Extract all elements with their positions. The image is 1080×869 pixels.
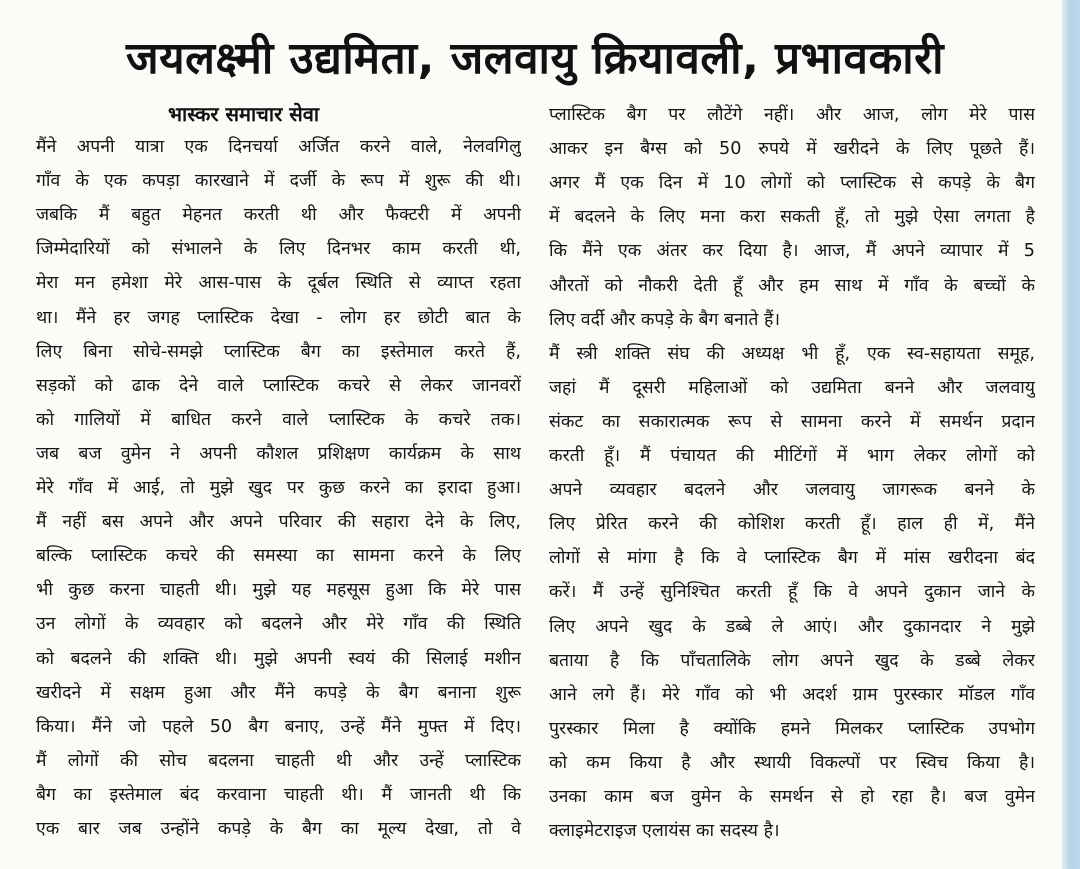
right-column-line: अगर मैं एक दिन में 10 लोगों को प्लास्टिक से कपड़े के बैग	[549, 173, 1035, 194]
right-column-line: मैं स्त्री शक्ति संघ की अध्यक्ष भी हूँ, एक स्व-सहायता समूह,	[549, 343, 1035, 364]
left-column-line: भी कुछ करना चाहती थी। मुझे यह महसूस हुआ कि मेरे पास	[36, 580, 521, 601]
left-column-line: गाँव के एक कपड़ा कारखाने में दर्जी के रूप में शुरू की थी।	[36, 171, 521, 192]
headline: जयलक्ष्मी उद्यमिता, जलवायु क्रियावली, प्रभावकारी	[125, 33, 945, 84]
right-column-line: पुरस्कार मिला है क्योंकि हमने मिलकर प्लास्टिक उपभोग	[549, 718, 1035, 739]
left-column-line: जबकि मैं बहुत मेहनत करती थी और फैक्टरी में अपनी	[36, 205, 521, 226]
left-column-line: बल्कि प्लास्टिक कचरे की समस्या का सामना करने के लिए	[36, 546, 521, 567]
right-column-line: प्लास्टिक बैग पर लौटेंगे नहीं। और आज, लोग मेरे पास	[549, 105, 1035, 125]
left-column-line: एक बार जब उन्होंने कपड़े के बैग का मूल्य देखा, तो वे	[36, 819, 521, 839]
right-column-line: क्लाइमेटराइज एलायंस का सदस्य है।	[549, 821, 780, 842]
left-column-line: था। मैंने हर जगह प्लास्टिक देखा - लोग हर छोटी बात के	[36, 307, 521, 328]
left-column-line: जिम्मेदारियों को संभालने के लिए दिनभर काम करती थी,	[36, 239, 521, 260]
left-column-line: उन लोगों के व्यवहार को बदलने और मेरे गाँव की स्थिति	[36, 614, 521, 635]
right-column-line: कि मैंने एक अंतर कर दिया है। आज, मैं अपने व्यापार में 5	[549, 241, 1035, 262]
left-column-line: जब बज वुमेन ने अपनी कौशल प्रशिक्षण कार्यक्रम के साथ	[36, 443, 521, 464]
right-column-line: जहां मैं दूसरी महिलाओं को उद्यमिता बनने और जलवायु	[549, 377, 1035, 398]
right-column-line: में बदलने के लिए मना करा सकती हूँ, तो मुझे ऐसा लगता है	[549, 207, 1035, 228]
left-column-line: सड़कों को ढाक देने वाले प्लास्टिक कचरे से लेकर जानवरों	[36, 375, 521, 396]
left-column-line: मैं लोगों की सोच बदलना चाहती थी और उन्हें प्लास्टिक	[36, 750, 521, 771]
right-column-line: बताया है कि पाँचतालिके लोग अपने खुद के डब्बे लेकर	[549, 650, 1035, 671]
right-column-line: करती हूँ। मैं पंचायत की मीटिंगों में भाग लेकर लोगों को	[549, 446, 1035, 466]
left-column-line: को गालियों में बाधित करने वाले प्लास्टिक के कचरे तक।	[36, 409, 521, 430]
right-column-line: औरतों को नौकरी देती हूँ और हम साथ में गाँव के बच्चों के	[549, 275, 1035, 296]
photo-edge-strip	[1062, 0, 1080, 869]
right-column-line: लोगों से मांगा है कि वे प्लास्टिक बैग में मांस खरीदना बंद	[549, 548, 1035, 569]
left-column-line: मेरा मन हमेशा मेरे आस-पास के दूर्बल स्थिति से व्याप्त रहता	[36, 273, 521, 294]
left-column-line: किया। मैंने जो पहले 50 बैग बनाए, उन्हें मैंने मुफ्त में दिए।	[36, 716, 521, 737]
left-column-line: खरीदने में सक्षम हुआ और मैंने कपड़े के बैग बनाना शुरू	[36, 682, 521, 703]
right-column-line: लिए वर्दी और कपड़े के बैग बनाते हैं।	[549, 309, 781, 330]
left-column-line: मैंने अपनी यात्रा एक दिनचर्या अर्जित करने वाले, नेलवगिलु	[36, 137, 521, 157]
left-column-line: को बदलने की शक्ति थी। मुझे अपनी स्वयं की सिलाई मशीन	[36, 648, 521, 669]
byline: भास्कर समाचार सेवा	[168, 102, 320, 126]
right-column-line: लिए प्रेरित करने की कोशिश करती हूँ। हाल ही में, मैंने	[549, 514, 1035, 535]
right-column-line: आने लगे हैं। मेरे गाँव को भी अदर्श ग्राम पुरस्कार मॉडल गाँव	[549, 684, 1035, 705]
right-column-line: आकर इन बैग्स को 50 रुपये में खरीदने के लिए पूछते हैं।	[549, 139, 1035, 160]
right-column-line: उनका काम बज वुमेन के समर्थन से हो रहा है। बज वुमेन	[549, 787, 1035, 807]
right-column-line: लिए अपने खुद के डब्बे ले आएं। और दुकानदार ने मुझे	[549, 616, 1035, 637]
right-column-line: करें। मैं उन्हें सुनिश्चित करती हूँ कि वे अपने दुकान जाने के	[549, 582, 1035, 603]
left-column-line: बैग का इस्तेमाल बंद करवाना चाहती थी। मैं जानती थी कि	[36, 784, 521, 805]
left-column-line: मेरे गाँव में आई, तो मुझे खुद पर कुछ करने का इरादा हुआ।	[36, 478, 521, 498]
right-column-line: को कम किया है और स्थायी विकल्पों पर स्विच किया है।	[549, 752, 1035, 773]
right-column-line: संकट का सकारात्मक रूप से सामना करने में समर्थन प्रदान	[549, 411, 1035, 432]
right-column-line: अपने व्यवहार बदलने और जलवायु जागरूक बनने के	[549, 480, 1035, 501]
left-column-line: लिए बिना सोचे-समझे प्लास्टिक बैग का इस्तेमाल करते हैं,	[36, 341, 521, 362]
left-column-line: मैं नहीं बस अपने और अपने परिवार की सहारा देने के लिए,	[36, 512, 521, 533]
